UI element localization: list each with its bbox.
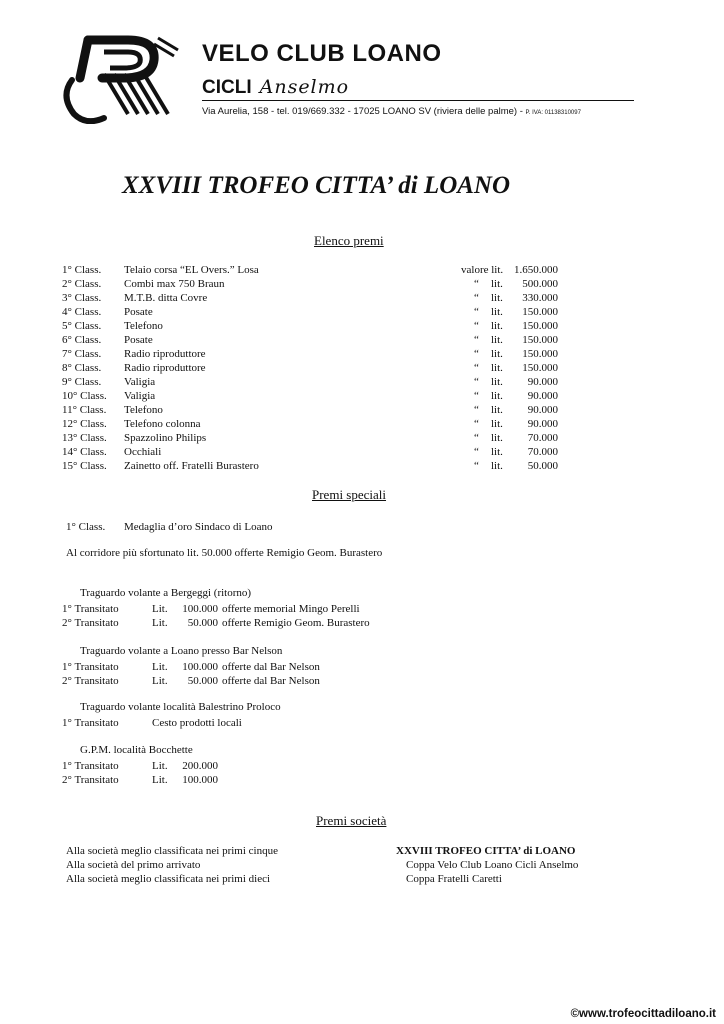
prize-position: 2° Class. bbox=[62, 278, 102, 290]
special-sponsor: offerte dal Bar Nelson bbox=[222, 661, 320, 673]
society-prize: XXVIII TROFEO CITTA’ di LOANO bbox=[396, 845, 576, 857]
prize-currency: lit. bbox=[491, 460, 503, 472]
prize-position: 9° Class. bbox=[62, 376, 102, 388]
ditto-mark: “ bbox=[474, 348, 479, 360]
ditto-mark: “ bbox=[474, 320, 479, 332]
prize-item: Zainetto off. Fratelli Burastero bbox=[124, 460, 259, 472]
prize-item: Valigia bbox=[124, 390, 156, 402]
prize-position: 7° Class. bbox=[62, 348, 102, 360]
special-transit-position: 1° Transitato bbox=[62, 603, 119, 615]
prize-value: 70.000 bbox=[527, 432, 558, 444]
special-block-title: Traguardo volante località Balestrino Proloco bbox=[80, 701, 281, 713]
unlucky-rider-prize: Al corridore più sfortunato lit. 50.000 offerte Remigio Geom. Burastero bbox=[66, 547, 383, 559]
header-rule bbox=[202, 100, 634, 101]
special-block-title: Traguardo volante a Loano presso Bar Nelson bbox=[80, 645, 283, 657]
prize-currency: lit. bbox=[491, 376, 503, 388]
special-sponsor: Cesto prodotti locali bbox=[152, 717, 242, 729]
society-category: Alla società del primo arrivato bbox=[66, 859, 201, 871]
special-currency: Lit. bbox=[152, 617, 168, 629]
anselmo-label: Anselmo bbox=[259, 76, 350, 98]
special-amount: 100.000 bbox=[182, 603, 218, 615]
ditto-mark: “ bbox=[474, 292, 479, 304]
prize-item: Posate bbox=[124, 334, 153, 346]
special-first-pos: 1° Class. bbox=[66, 521, 106, 533]
prize-position: 14° Class. bbox=[62, 446, 107, 458]
prize-position: 1° Class. bbox=[62, 264, 102, 276]
prize-value: 150.000 bbox=[522, 306, 558, 318]
special-currency: Lit. bbox=[152, 661, 168, 673]
prize-item: Posate bbox=[124, 306, 153, 318]
prize-value: 90.000 bbox=[527, 418, 558, 430]
prize-value: 150.000 bbox=[522, 362, 558, 374]
special-transit-position: 1° Transitato bbox=[62, 717, 119, 729]
special-transit-position: 1° Transitato bbox=[62, 661, 119, 673]
ditto-mark: “ bbox=[474, 418, 479, 430]
page-title: XXVIII TROFEO CITTA’ di LOANO bbox=[122, 172, 511, 199]
prize-position: 3° Class. bbox=[62, 292, 102, 304]
ditto-mark: “ bbox=[474, 362, 479, 374]
prize-value: 500.000 bbox=[522, 278, 558, 290]
special-amount: 200.000 bbox=[182, 760, 218, 772]
prize-value: 330.000 bbox=[522, 292, 558, 304]
special-sponsor: offerte memorial Mingo Perelli bbox=[222, 603, 360, 615]
header-address bbox=[202, 106, 581, 117]
prize-currency: lit. bbox=[491, 306, 503, 318]
prize-position: 6° Class. bbox=[62, 334, 102, 346]
prize-item: Spazzolino Philips bbox=[124, 432, 207, 444]
prize-item: Valigia bbox=[124, 376, 156, 388]
club-subtitle bbox=[202, 76, 349, 99]
ditto-mark: “ bbox=[474, 432, 479, 444]
prize-currency: lit. bbox=[491, 418, 503, 430]
prize-value: 150.000 bbox=[522, 320, 558, 332]
prize-position: 13° Class. bbox=[62, 432, 107, 444]
prize-position: 10° Class. bbox=[62, 390, 107, 402]
special-sponsor: offerte Remigio Geom. Burastero bbox=[222, 617, 370, 629]
special-amount: 50.000 bbox=[187, 617, 218, 629]
prize-currency: lit. bbox=[491, 404, 503, 416]
prize-item: Telefono bbox=[124, 404, 163, 416]
prize-item: Radio riproduttore bbox=[124, 362, 206, 374]
section-heading-prizes: Elenco premi bbox=[314, 233, 384, 248]
prize-value: 1.650.000 bbox=[514, 264, 558, 276]
ditto-mark: “ bbox=[474, 278, 479, 290]
prize-position: 15° Class. bbox=[62, 460, 107, 472]
prize-item: Occhiali bbox=[124, 446, 162, 458]
special-block-title: G.P.M. località Bocchette bbox=[80, 744, 193, 756]
piva-text: P. IVA: 01138310097 bbox=[525, 110, 581, 116]
prize-currency: lit. bbox=[491, 362, 503, 374]
prize-position: 5° Class. bbox=[62, 320, 102, 332]
prize-item: Telefono bbox=[124, 320, 163, 332]
prize-value: 70.000 bbox=[527, 446, 558, 458]
special-currency: Lit. bbox=[152, 603, 168, 615]
address-text: Via Aurelia, 158 - tel. 019/669.332 - 17025 LOANO SV (riviera delle palme) - bbox=[202, 106, 523, 117]
prize-currency: lit. bbox=[491, 446, 503, 458]
prize-position: 11° Class. bbox=[62, 404, 107, 416]
special-first-item: Medaglia d’oro Sindaco di Loano bbox=[124, 521, 273, 533]
society-category: Alla società meglio classificata nei primi dieci bbox=[66, 873, 271, 885]
ditto-mark: “ bbox=[474, 334, 479, 346]
prize-value: 90.000 bbox=[527, 404, 558, 416]
special-currency: Lit. bbox=[152, 675, 168, 687]
cicli-label: CICLI bbox=[202, 77, 252, 98]
prize-item: M.T.B. ditta Covre bbox=[124, 292, 208, 304]
special-transit-position: 2° Transitato bbox=[62, 675, 119, 687]
society-prize: Coppa Fratelli Caretti bbox=[406, 873, 502, 885]
ditto-mark: “ bbox=[474, 376, 479, 388]
ditto-mark: “ bbox=[474, 460, 479, 472]
society-prize: Coppa Velo Club Loano Cicli Anselmo bbox=[406, 859, 579, 871]
prize-item: Radio riproduttore bbox=[124, 348, 206, 360]
prize-position: 4° Class. bbox=[62, 306, 102, 318]
special-transit-position: 2° Transitato bbox=[62, 774, 119, 786]
section-heading-society: Premi società bbox=[316, 813, 387, 828]
special-amount: 100.000 bbox=[182, 774, 218, 786]
prize-value-label: valore lit. bbox=[461, 264, 504, 276]
prize-value: 90.000 bbox=[527, 376, 558, 388]
prize-currency: lit. bbox=[491, 278, 503, 290]
prize-value: 150.000 bbox=[522, 348, 558, 360]
footer-website: ©www.trofeocittadiloano.it bbox=[570, 1008, 716, 1020]
prize-item: Telefono colonna bbox=[124, 418, 201, 430]
prize-position: 8° Class. bbox=[62, 362, 102, 374]
ditto-mark: “ bbox=[474, 390, 479, 402]
prize-value: 50.000 bbox=[527, 460, 558, 472]
ditto-mark: “ bbox=[474, 404, 479, 416]
prize-currency: lit. bbox=[491, 320, 503, 332]
special-sponsor: offerte dal Bar Nelson bbox=[222, 675, 320, 687]
prize-currency: lit. bbox=[491, 390, 503, 402]
prize-currency: lit. bbox=[491, 348, 503, 360]
club-logo-icon bbox=[58, 34, 182, 124]
prize-value: 90.000 bbox=[527, 390, 558, 402]
special-block-title: Traguardo volante a Bergeggi (ritorno) bbox=[80, 587, 252, 599]
prize-currency: lit. bbox=[491, 334, 503, 346]
prize-currency: lit. bbox=[491, 432, 503, 444]
society-category: Alla società meglio classificata nei primi cinque bbox=[66, 845, 278, 857]
ditto-mark: “ bbox=[474, 306, 479, 318]
special-transit-position: 2° Transitato bbox=[62, 617, 119, 629]
prize-value: 150.000 bbox=[522, 334, 558, 346]
prize-position: 12° Class. bbox=[62, 418, 107, 430]
special-currency: Lit. bbox=[152, 774, 168, 786]
prize-currency: lit. bbox=[491, 292, 503, 304]
ditto-mark: “ bbox=[474, 446, 479, 458]
special-amount: 50.000 bbox=[187, 675, 218, 687]
prize-item: Combi max 750 Braun bbox=[124, 278, 225, 290]
prize-item: Telaio corsa “EL Overs.” Losa bbox=[124, 264, 259, 276]
section-heading-special: Premi speciali bbox=[312, 487, 387, 502]
club-name: VELO CLUB LOANO bbox=[202, 40, 442, 67]
special-currency: Lit. bbox=[152, 760, 168, 772]
special-transit-position: 1° Transitato bbox=[62, 760, 119, 772]
special-amount: 100.000 bbox=[182, 661, 218, 673]
